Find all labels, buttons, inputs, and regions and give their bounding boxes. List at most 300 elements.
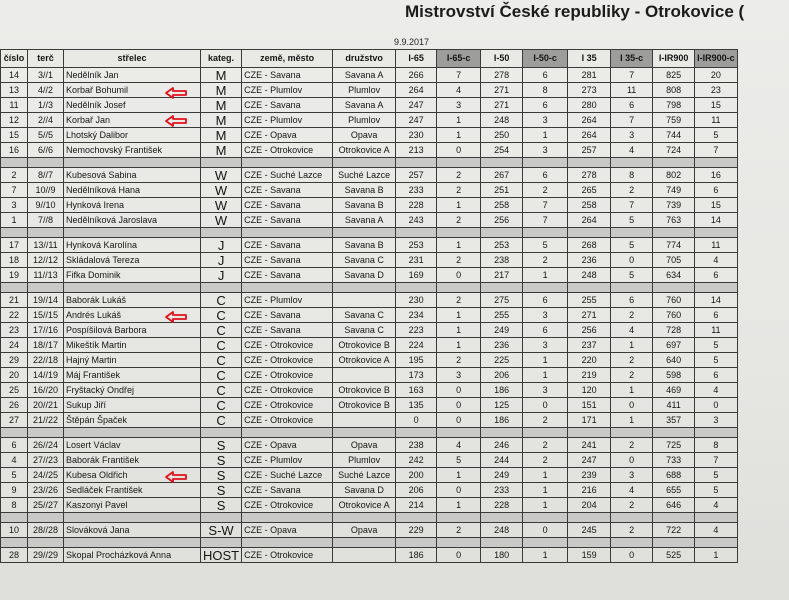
cell-i50c: 1 (523, 483, 568, 498)
cell-i65: 238 (396, 438, 437, 453)
cell-iir900: 724 (653, 143, 695, 158)
cell-iir900: 697 (653, 338, 695, 353)
cell-i65: 0 (396, 413, 437, 428)
cell-iir900: 646 (653, 498, 695, 513)
cell-shooter: Nedělníková Jaroslava (64, 213, 201, 228)
cell-number: 23 (1, 323, 28, 338)
cell-i65: 266 (396, 68, 437, 83)
cell-target: 14//19 (28, 368, 64, 383)
cell-i50c: 5 (523, 238, 568, 253)
cell-country-city: CZE - Otrokovice (242, 498, 333, 513)
cell-i35c: 1 (611, 413, 653, 428)
cell-target: 27//23 (28, 453, 64, 468)
cell-category: C (201, 353, 242, 368)
cell-i50: 255 (481, 308, 523, 323)
cell-iir900c: 15 (695, 98, 738, 113)
cell-i65c: 1 (437, 498, 481, 513)
cell-shooter: Slováková Jana (64, 523, 201, 538)
cell-iir900: 728 (653, 323, 695, 338)
cell-country-city: CZE - Otrokovice (242, 143, 333, 158)
cell-number: 26 (1, 398, 28, 413)
cell-i65c: 0 (437, 383, 481, 398)
cell-i65c: 2 (437, 293, 481, 308)
cell-number: 21 (1, 293, 28, 308)
cell-number: 5 (1, 468, 28, 483)
cell-team: Otrokovice B (333, 338, 396, 353)
cell-target: 3//1 (28, 68, 64, 83)
cell-i65: 253 (396, 238, 437, 253)
cell-i65: 230 (396, 128, 437, 143)
arrow-left-icon (165, 311, 187, 323)
cell-iir900c: 5 (695, 338, 738, 353)
cell-i50c: 3 (523, 308, 568, 323)
cell-team: Suché Lazce (333, 168, 396, 183)
cell-i65: 200 (396, 468, 437, 483)
cell-i50c: 2 (523, 413, 568, 428)
cell-number: 3 (1, 198, 28, 213)
cell-iir900: 739 (653, 198, 695, 213)
cell-target: 28//28 (28, 523, 64, 538)
column-header: I-50-c (523, 50, 568, 68)
cell-i35c: 4 (611, 483, 653, 498)
cell-shooter: Sedláček František (64, 483, 201, 498)
cell-shooter: Baborák František (64, 453, 201, 468)
table-row (1, 548, 738, 563)
cell-i65c: 0 (437, 143, 481, 158)
cell-iir900: 469 (653, 383, 695, 398)
cell-i35c: 1 (611, 338, 653, 353)
cell-country-city: CZE - Otrokovice (242, 338, 333, 353)
cell-iir900c: 6 (695, 268, 738, 283)
cell-i35c: 2 (611, 353, 653, 368)
cell-i35c: 2 (611, 438, 653, 453)
cell-number: 27 (1, 413, 28, 428)
cell-category: J (201, 253, 242, 268)
cell-i65: 228 (396, 198, 437, 213)
cell-i35c: 11 (611, 83, 653, 98)
cell-category: S (201, 468, 242, 483)
group-separator (1, 428, 738, 438)
cell-country-city: CZE - Otrokovice (242, 398, 333, 413)
cell-country-city: CZE - Savana (242, 238, 333, 253)
cell-category: C (201, 368, 242, 383)
table-row (1, 83, 738, 98)
cell-i65c: 4 (437, 83, 481, 98)
group-separator (1, 158, 738, 168)
cell-i35: 264 (568, 113, 611, 128)
cell-team: Savana C (333, 323, 396, 338)
cell-category: C (201, 323, 242, 338)
cell-iir900c: 7 (695, 453, 738, 468)
cell-iir900c: 5 (695, 353, 738, 368)
cell-i35: 239 (568, 468, 611, 483)
cell-i65c: 2 (437, 213, 481, 228)
cell-target: 15//15 (28, 308, 64, 323)
cell-i65: 257 (396, 168, 437, 183)
cell-i35: 216 (568, 483, 611, 498)
cell-i35c: 2 (611, 523, 653, 538)
cell-iir900c: 5 (695, 483, 738, 498)
cell-i35c: 2 (611, 368, 653, 383)
cell-number: 11 (1, 98, 28, 113)
cell-country-city: CZE - Savana (242, 253, 333, 268)
column-header: I-IR900-c (695, 50, 738, 68)
cell-i65: 243 (396, 213, 437, 228)
cell-i50c: 1 (523, 498, 568, 513)
cell-number: 12 (1, 113, 28, 128)
group-separator (1, 228, 738, 238)
cell-category: W (201, 183, 242, 198)
cell-country-city: CZE - Savana (242, 198, 333, 213)
cell-category: M (201, 98, 242, 113)
cell-country-city: CZE - Opava (242, 438, 333, 453)
cell-i35: 247 (568, 453, 611, 468)
cell-category: W (201, 213, 242, 228)
cell-target: 21//22 (28, 413, 64, 428)
cell-i65c: 3 (437, 98, 481, 113)
header-row (1, 50, 738, 68)
cell-number: 16 (1, 143, 28, 158)
cell-team: Otrokovice A (333, 498, 396, 513)
cell-i50c: 8 (523, 83, 568, 98)
cell-i65c: 2 (437, 353, 481, 368)
table-row (1, 323, 738, 338)
column-header: číslo (1, 50, 28, 68)
cell-category: M (201, 68, 242, 83)
cell-i35: 241 (568, 438, 611, 453)
cell-shooter: Kaszonyi Pavel (64, 498, 201, 513)
cell-team: Plumlov (333, 453, 396, 468)
cell-i65: 186 (396, 548, 437, 563)
cell-team: Suché Lazce (333, 468, 396, 483)
cell-i35: 159 (568, 548, 611, 563)
table-row (1, 483, 738, 498)
cell-i50: 238 (481, 253, 523, 268)
arrow-left-icon (165, 115, 187, 127)
cell-number: 13 (1, 83, 28, 98)
cell-i50: 249 (481, 468, 523, 483)
cell-number: 4 (1, 453, 28, 468)
cell-shooter: Máj František (64, 368, 201, 383)
cell-country-city: CZE - Otrokovice (242, 353, 333, 368)
cell-iir900c: 6 (695, 308, 738, 323)
cell-i50c: 0 (523, 523, 568, 538)
cell-shooter: Nedělníková Hana (64, 183, 201, 198)
cell-iir900c: 4 (695, 498, 738, 513)
cell-i50: 246 (481, 438, 523, 453)
cell-number: 1 (1, 213, 28, 228)
cell-i35c: 0 (611, 453, 653, 468)
cell-target: 18//17 (28, 338, 64, 353)
cell-target: 17//16 (28, 323, 64, 338)
cell-i50c: 7 (523, 198, 568, 213)
cell-category: HOST (201, 548, 242, 563)
cell-i35: 120 (568, 383, 611, 398)
cell-country-city: CZE - Opava (242, 523, 333, 538)
cell-shooter: Andrés Lukáš (64, 308, 201, 323)
cell-i35c: 0 (611, 253, 653, 268)
cell-category: W (201, 168, 242, 183)
cell-i35c: 5 (611, 213, 653, 228)
cell-i65c: 1 (437, 338, 481, 353)
cell-i35: 255 (568, 293, 611, 308)
cell-country-city: CZE - Otrokovice (242, 548, 333, 563)
cell-number: 7 (1, 183, 28, 198)
cell-target: 16//20 (28, 383, 64, 398)
cell-i35: 280 (568, 98, 611, 113)
cell-country-city: CZE - Otrokovice (242, 368, 333, 383)
cell-target: 26//24 (28, 438, 64, 453)
cell-shooter: Skládalová Tereza (64, 253, 201, 268)
cell-i35: 271 (568, 308, 611, 323)
cell-iir900: 598 (653, 368, 695, 383)
cell-category: C (201, 398, 242, 413)
column-header: I-65-c (437, 50, 481, 68)
table-row (1, 368, 738, 383)
cell-i50: 225 (481, 353, 523, 368)
column-header: země, město (242, 50, 333, 68)
cell-category: W (201, 198, 242, 213)
table-row (1, 183, 738, 198)
cell-i35c: 2 (611, 183, 653, 198)
cell-category: C (201, 383, 242, 398)
cell-i35c: 6 (611, 293, 653, 308)
cell-i50c: 3 (523, 113, 568, 128)
cell-iir900: 634 (653, 268, 695, 283)
cell-i35: 236 (568, 253, 611, 268)
cell-team: Otrokovice A (333, 353, 396, 368)
column-header: I 35 (568, 50, 611, 68)
cell-target: 19//14 (28, 293, 64, 308)
cell-i50c: 6 (523, 68, 568, 83)
cell-iir900c: 11 (695, 238, 738, 253)
cell-category: S-W (201, 523, 242, 538)
cell-i50c: 6 (523, 323, 568, 338)
cell-i65c: 2 (437, 253, 481, 268)
cell-team: Savana D (333, 268, 396, 283)
cell-team: Savana A (333, 98, 396, 113)
cell-shooter: Nedělník Jan (64, 68, 201, 83)
cell-i65c: 0 (437, 398, 481, 413)
table-row (1, 383, 738, 398)
cell-shooter: Kubesa Oldřich (64, 468, 201, 483)
cell-i50: 256 (481, 213, 523, 228)
cell-team: Savana A (333, 213, 396, 228)
column-header: družstvo (333, 50, 396, 68)
cell-iir900c: 11 (695, 113, 738, 128)
cell-team (333, 293, 396, 308)
cell-i35: 204 (568, 498, 611, 513)
cell-country-city: CZE - Plumlov (242, 83, 333, 98)
cell-country-city: CZE - Otrokovice (242, 413, 333, 428)
table-row (1, 523, 738, 538)
cell-i35c: 5 (611, 238, 653, 253)
cell-i65c: 2 (437, 523, 481, 538)
cell-i35: 268 (568, 238, 611, 253)
table-row (1, 268, 738, 283)
cell-i35c: 2 (611, 308, 653, 323)
table-row (1, 143, 738, 158)
cell-iir900: 808 (653, 83, 695, 98)
cell-i50c: 6 (523, 168, 568, 183)
cell-i50c: 1 (523, 368, 568, 383)
cell-i35c: 6 (611, 98, 653, 113)
cell-i50c: 2 (523, 438, 568, 453)
cell-i50c: 2 (523, 453, 568, 468)
cell-i65: 163 (396, 383, 437, 398)
cell-i65: 223 (396, 323, 437, 338)
cell-iir900c: 6 (695, 183, 738, 198)
cell-iir900c: 5 (695, 468, 738, 483)
cell-i35: 264 (568, 213, 611, 228)
cell-i50c: 2 (523, 183, 568, 198)
cell-number: 14 (1, 68, 28, 83)
cell-i65c: 0 (437, 483, 481, 498)
cell-country-city: CZE - Plumlov (242, 453, 333, 468)
cell-i65: 234 (396, 308, 437, 323)
cell-target: 9//10 (28, 198, 64, 213)
cell-team: Plumlov (333, 113, 396, 128)
cell-category: M (201, 143, 242, 158)
cell-i50: 206 (481, 368, 523, 383)
cell-i50: 248 (481, 523, 523, 538)
cell-country-city: CZE - Otrokovice (242, 383, 333, 398)
cell-i65c: 7 (437, 68, 481, 83)
cell-country-city: CZE - Plumlov (242, 113, 333, 128)
cell-team: Otrokovice B (333, 383, 396, 398)
cell-iir900: 760 (653, 308, 695, 323)
table-row (1, 498, 738, 513)
cell-number: 28 (1, 548, 28, 563)
cell-team: Savana C (333, 308, 396, 323)
table-row (1, 98, 738, 113)
results-table (0, 49, 738, 563)
table-row (1, 238, 738, 253)
cell-i35: 219 (568, 368, 611, 383)
column-header: kateg. (201, 50, 242, 68)
cell-team: Savana C (333, 253, 396, 268)
cell-team: Opava (333, 128, 396, 143)
cell-shooter: Pospíšilová Barbora (64, 323, 201, 338)
cell-i50: 271 (481, 83, 523, 98)
cell-country-city: CZE - Savana (242, 308, 333, 323)
cell-iir900c: 20 (695, 68, 738, 83)
table-row (1, 453, 738, 468)
cell-i35c: 4 (611, 143, 653, 158)
cell-category: M (201, 83, 242, 98)
cell-i35c: 1 (611, 383, 653, 398)
cell-i50: 217 (481, 268, 523, 283)
cell-i50c: 6 (523, 98, 568, 113)
column-header: I 35-c (611, 50, 653, 68)
cell-i35: 273 (568, 83, 611, 98)
cell-i65c: 5 (437, 453, 481, 468)
cell-team: Otrokovice B (333, 398, 396, 413)
cell-iir900: 825 (653, 68, 695, 83)
cell-iir900: 759 (653, 113, 695, 128)
cell-i35: 245 (568, 523, 611, 538)
table-row (1, 413, 738, 428)
cell-target: 12//12 (28, 253, 64, 268)
cell-i65c: 1 (437, 468, 481, 483)
cell-number: 17 (1, 238, 28, 253)
cell-iir900: 655 (653, 483, 695, 498)
column-header: I-50 (481, 50, 523, 68)
cell-team (333, 368, 396, 383)
cell-i65: 214 (396, 498, 437, 513)
cell-team: Savana A (333, 68, 396, 83)
cell-i35: 220 (568, 353, 611, 368)
table-row (1, 213, 738, 228)
cell-iir900c: 5 (695, 128, 738, 143)
cell-i35: 237 (568, 338, 611, 353)
cell-i35c: 7 (611, 68, 653, 83)
cell-shooter: Korbař Jan (64, 113, 201, 128)
cell-i50: 186 (481, 383, 523, 398)
cell-i65: 229 (396, 523, 437, 538)
cell-team: Opava (333, 438, 396, 453)
cell-category: M (201, 128, 242, 143)
cell-iir900: 525 (653, 548, 695, 563)
cell-category: S (201, 498, 242, 513)
cell-i65: 242 (396, 453, 437, 468)
cell-country-city: CZE - Suché Lazce (242, 168, 333, 183)
cell-i65c: 0 (437, 413, 481, 428)
cell-iir900: 744 (653, 128, 695, 143)
cell-number: 24 (1, 338, 28, 353)
cell-iir900c: 14 (695, 293, 738, 308)
table-row (1, 353, 738, 368)
cell-iir900c: 4 (695, 383, 738, 398)
cell-team: Otrokovice A (333, 143, 396, 158)
cell-country-city: CZE - Suché Lazce (242, 468, 333, 483)
cell-number: 22 (1, 308, 28, 323)
cell-shooter: Sukup Jiří (64, 398, 201, 413)
cell-i35: 256 (568, 323, 611, 338)
cell-i35c: 7 (611, 198, 653, 213)
cell-target: 10//9 (28, 183, 64, 198)
cell-iir900: 763 (653, 213, 695, 228)
cell-i65: 247 (396, 98, 437, 113)
cell-number: 9 (1, 483, 28, 498)
cell-iir900c: 11 (695, 323, 738, 338)
cell-number: 20 (1, 368, 28, 383)
cell-target: 2//4 (28, 113, 64, 128)
cell-i35: 248 (568, 268, 611, 283)
cell-iir900c: 3 (695, 413, 738, 428)
cell-i65: 135 (396, 398, 437, 413)
cell-shooter: Baborák Lukáš (64, 293, 201, 308)
cell-i35: 171 (568, 413, 611, 428)
cell-shooter: Skopal Procházková Anna (64, 548, 201, 563)
cell-country-city: CZE - Savana (242, 213, 333, 228)
column-header: terč (28, 50, 64, 68)
cell-target: 25//27 (28, 498, 64, 513)
cell-country-city: CZE - Plumlov (242, 293, 333, 308)
cell-iir900: 722 (653, 523, 695, 538)
cell-number: 29 (1, 353, 28, 368)
cell-shooter: Hynková Karolína (64, 238, 201, 253)
cell-target: 6//6 (28, 143, 64, 158)
cell-i65: 264 (396, 83, 437, 98)
cell-target: 29//29 (28, 548, 64, 563)
cell-shooter: Kubesová Sabina (64, 168, 201, 183)
cell-i50c: 1 (523, 353, 568, 368)
cell-target: 13//11 (28, 238, 64, 253)
cell-i50c: 1 (523, 128, 568, 143)
cell-iir900: 688 (653, 468, 695, 483)
cell-iir900: 411 (653, 398, 695, 413)
